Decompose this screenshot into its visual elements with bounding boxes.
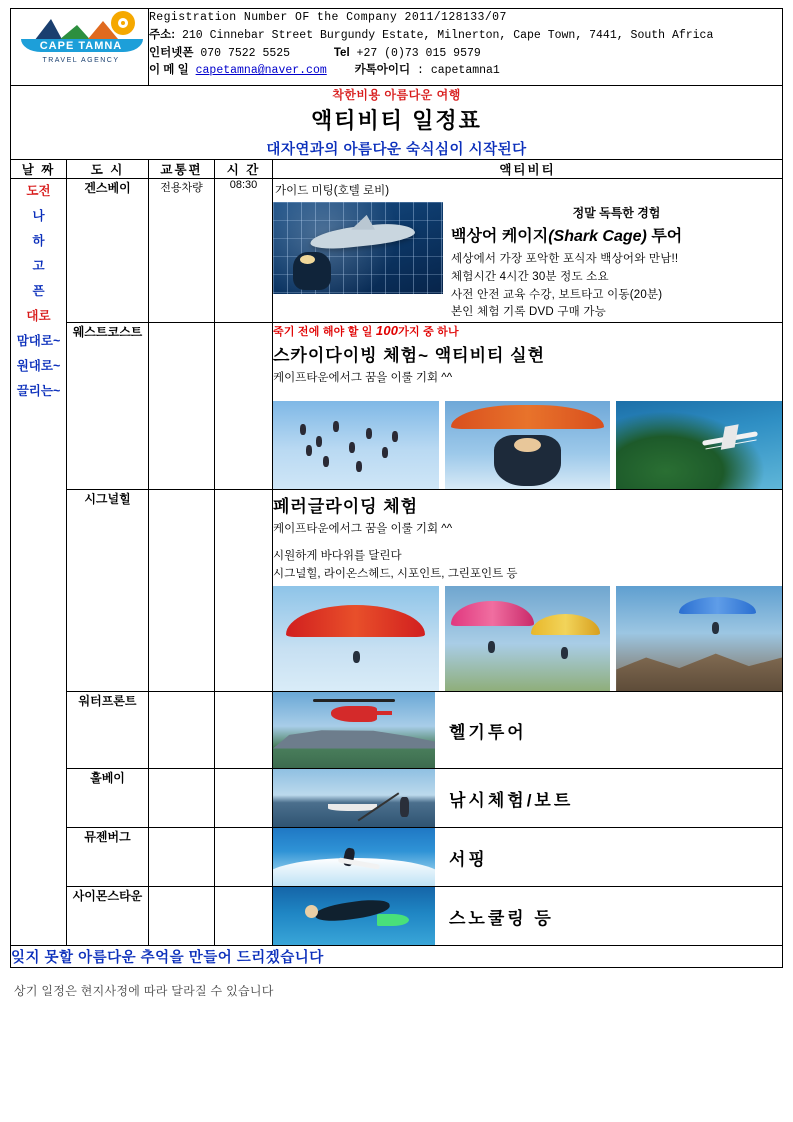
transport-cell (149, 887, 215, 946)
skydive-red-post: 가지 중 하나 (398, 326, 459, 339)
footer-row (11, 946, 783, 968)
email-line (149, 62, 782, 80)
page-title: 액티비티 일정표 (311, 108, 482, 133)
column-header-row (11, 160, 783, 179)
surfing-block (273, 828, 782, 886)
date-line-1: 도전 (26, 184, 51, 198)
date-line-7: 맘대로~ (16, 334, 61, 348)
internet-phone-value: 070 7522 5525 (200, 46, 291, 60)
email-link[interactable]: capetamna@naver.com (195, 64, 327, 78)
skydive-red-note (273, 323, 782, 339)
activity-cell (273, 887, 783, 946)
date-cell (11, 179, 67, 946)
fishing-boat-photo (273, 769, 435, 827)
shark-block (273, 202, 782, 322)
city-cell: 겐스베이 (67, 179, 149, 323)
address-value: 210 Cinnebar Street Burgundy Estate, Milnerton, Cape Town, 7441, South Africa (181, 28, 714, 42)
paraglider-pink-photo (445, 586, 611, 691)
paraglide-subtitle: 케이프타운에서그 꿈을 이룰 기회 ^^ (273, 523, 453, 536)
shark-bullet-4: 본인 체험 기록 DVD 구매 가능 (451, 306, 606, 319)
transport-cell (149, 692, 215, 769)
time-cell (215, 769, 273, 828)
snorkeling-photo (273, 887, 435, 945)
city-cell: 사이몬스타운 (67, 887, 149, 946)
surfing-photo (273, 828, 435, 886)
table-row (11, 692, 783, 769)
skydive-group-photo (273, 401, 439, 489)
transport-cell: 전용차량 (149, 179, 215, 323)
email-label: 이 메 일 (149, 64, 189, 77)
date-line-2: 나 (32, 209, 45, 223)
kakao-value: : capetamna1 (417, 64, 500, 78)
skydive-image-row (273, 401, 782, 489)
time-cell: 08:30 (215, 179, 273, 323)
shark-text (451, 202, 782, 322)
table-row (11, 828, 783, 887)
tandem-jump-photo (445, 401, 611, 489)
footer-note: 상기 일정은 현지사정에 따라 달라질 수 있습니다 (14, 984, 274, 999)
shark-bullet-1: 세상에서 가장 포악한 포식자 백상어와 만남!! (451, 253, 679, 265)
snorkeling-label: 스노쿨링 등 (449, 908, 554, 928)
logo-company-name: CAPE TAMNA (39, 40, 123, 52)
table-row (11, 887, 783, 946)
date-line-4: 고 (32, 259, 45, 273)
internet-phone-label: 인터넷폰 (149, 46, 194, 59)
city-cell: 워터프론트 (67, 692, 149, 769)
table-row (11, 323, 783, 490)
date-line-6: 대로 (26, 309, 51, 323)
tel-label: Tel (333, 46, 350, 59)
activity-cell (273, 828, 783, 887)
shark-title-ital: (Shark Cage) (548, 228, 647, 245)
shark-bullet-3: 사전 안전 교육 수강, 보트타고 이동(20분) (451, 288, 663, 301)
paraglider-cliff-photo (616, 586, 782, 691)
header-row (11, 9, 783, 86)
address-line (149, 27, 782, 45)
skydive-red-number: 100 (375, 323, 399, 339)
table-row (11, 179, 783, 323)
phone-line (149, 45, 782, 63)
time-cell (215, 692, 273, 769)
skydive-title: 스카이다이빙 체험~ 액티비티 실현 (273, 346, 546, 366)
time-cell (215, 828, 273, 887)
paraglider-red-photo (273, 586, 439, 691)
helicopter-tour-photo (273, 692, 435, 768)
skydive-subtitle: 케이프타운에서그 꿈을 이룰 기회 ^^ (273, 372, 453, 385)
title-subtitle: 대자연과의 아름다운 숙식심이 시작된다 (266, 142, 527, 158)
activity-cell (273, 490, 783, 692)
city-cell: 뮤젠버그 (67, 828, 149, 887)
itinerary-table (10, 8, 783, 968)
column-header-time: 시 간 (215, 160, 273, 179)
logo (11, 9, 151, 77)
helicopter-block (273, 692, 782, 768)
date-line-9: 끌리는~ (16, 384, 61, 398)
activity-cell (273, 769, 783, 828)
column-header-activity: 액티비티 (273, 160, 783, 179)
fishing-label: 낚시체험/보트 (449, 790, 574, 810)
column-header-transport: 교통편 (149, 160, 215, 179)
company-info-cell (149, 9, 783, 86)
column-header-city: 도 시 (67, 160, 149, 179)
fishing-block (273, 769, 782, 827)
table-row (11, 769, 783, 828)
column-header-date: 날 짜 (11, 160, 67, 179)
paraglide-image-row (273, 586, 782, 691)
time-cell (215, 490, 273, 692)
snorkeling-block (273, 887, 782, 945)
activity-cell (273, 179, 783, 323)
logo-company-subtitle: TRAVEL AGENCY (42, 57, 120, 64)
shark-title (451, 223, 782, 246)
paraglide-line-4: 시그널힐, 라이온스헤드, 시포인트, 그린포인트 등 (273, 568, 518, 581)
shark-cage-photo (273, 202, 443, 294)
transport-cell (149, 323, 215, 490)
footer-banner: 잊지 못할 아름다운 추억을 만들어 드리겠습니다 (11, 946, 783, 968)
shark-title-tail: 투어 (646, 228, 683, 245)
date-line-8: 원대로~ (16, 359, 61, 373)
activity-cell (273, 323, 783, 490)
helicopter-label: 헬기투어 (449, 722, 527, 742)
city-cell: 웨스트코스트 (67, 323, 149, 490)
transport-cell (149, 828, 215, 887)
city-cell: 훌베이 (67, 769, 149, 828)
tel-value: +27 (0)73 015 9579 (356, 46, 481, 60)
skydive-red-pre: 죽기 전에 해야 할 일 (273, 326, 376, 339)
registration-number: Registration Number OF the Company 2011/128133/07 (149, 11, 507, 24)
surfing-label: 서핑 (449, 849, 488, 869)
activity-cell (273, 692, 783, 769)
aerial-coast-photo (616, 401, 782, 489)
time-cell (215, 323, 273, 490)
transport-cell (149, 769, 215, 828)
address-label: 주소: (149, 28, 176, 41)
title-row (11, 86, 783, 160)
shark-headline: 정말 독특한 경험 (572, 206, 661, 220)
company-logo-cell (11, 9, 149, 86)
shark-bullet-2: 체험시간 4시간 30분 정도 소요 (451, 270, 609, 283)
transport-cell (149, 490, 215, 692)
date-line-3: 하 (32, 234, 45, 248)
kakao-label: 카톡아이디 (354, 64, 411, 77)
paraglide-title: 페러글라이딩 체험 (273, 497, 419, 517)
title-cell (11, 86, 783, 160)
title-tagline: 착한비용 아름다운 여행 (332, 88, 461, 102)
city-cell: 시그널힐 (67, 490, 149, 692)
paraglide-line-3: 시원하게 바다위를 달린다 (273, 550, 402, 563)
guide-meeting-note: 가이드 미팅(호텔 로비) (275, 185, 390, 197)
table-row (11, 490, 783, 692)
time-cell (215, 887, 273, 946)
date-line-5: 픈 (32, 284, 45, 298)
shark-title-main: 백상어 케이지 (451, 228, 549, 245)
